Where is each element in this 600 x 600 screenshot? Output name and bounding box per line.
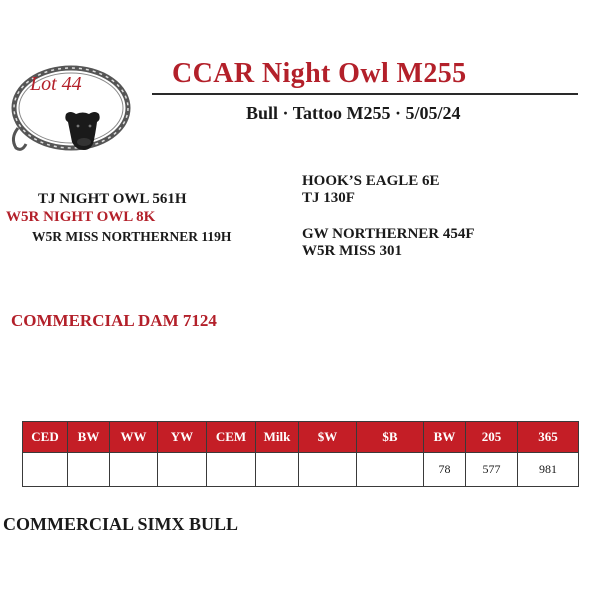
title-divider (152, 93, 578, 95)
epd-header-actual-bw: BW (424, 422, 466, 453)
dam-label: COMMERCIAL DAM 7124 (11, 311, 217, 330)
footer-note: COMMERCIAL SIMX BULL (3, 514, 239, 534)
epd-header-ced: CED (23, 422, 68, 453)
epd-value-205: 577 (466, 453, 518, 487)
epd-value-365: 981 (518, 453, 579, 487)
epd-header-ww: WW (110, 422, 158, 453)
epd-value-w-index (299, 453, 357, 487)
animal-details-subtitle: Bull · Tattoo M255 · 5/05/24 (246, 103, 461, 123)
epd-value-yw (158, 453, 207, 487)
pedigree-sire-dam-dam: W5R MISS 301 (302, 243, 403, 259)
epd-value-ww (110, 453, 158, 487)
epd-value-b-index (357, 453, 424, 487)
epd-header-365: 365 (518, 422, 579, 453)
epd-header-b-index: $B (357, 422, 424, 453)
epd-value-actual-bw: 78 (424, 453, 466, 487)
epd-value-milk (256, 453, 299, 487)
epd-value-cem (207, 453, 256, 487)
epd-header-yw: YW (158, 422, 207, 453)
pedigree-sire-dam: W5R MISS NORTHERNER 119H (32, 229, 232, 244)
epd-header-cem: CEM (207, 422, 256, 453)
pedigree-sire-sire-dam: TJ 130F (302, 190, 355, 206)
pedigree-sire: W5R NIGHT OWL 8K (6, 209, 156, 225)
pedigree-sire-dam-sire: GW NORTHERNER 454F (302, 226, 475, 242)
epd-header-205: 205 (466, 422, 518, 453)
epd-value-row (23, 453, 579, 487)
lot-number: Lot 44 (30, 73, 82, 95)
epd-header-row (23, 422, 579, 453)
epd-header-w-index: $W (299, 422, 357, 453)
epd-header-bw: BW (68, 422, 110, 453)
epd-value-bw (68, 453, 110, 487)
epd-value-ced (23, 453, 68, 487)
animal-name-title: CCAR Night Owl M255 (172, 58, 467, 89)
epd-table (22, 421, 579, 487)
pedigree-sire-sire: TJ NIGHT OWL 561H (38, 191, 187, 207)
epd-header-milk: Milk (256, 422, 299, 453)
pedigree-sire-sire-sire: HOOK’S EAGLE 6E (302, 173, 440, 189)
